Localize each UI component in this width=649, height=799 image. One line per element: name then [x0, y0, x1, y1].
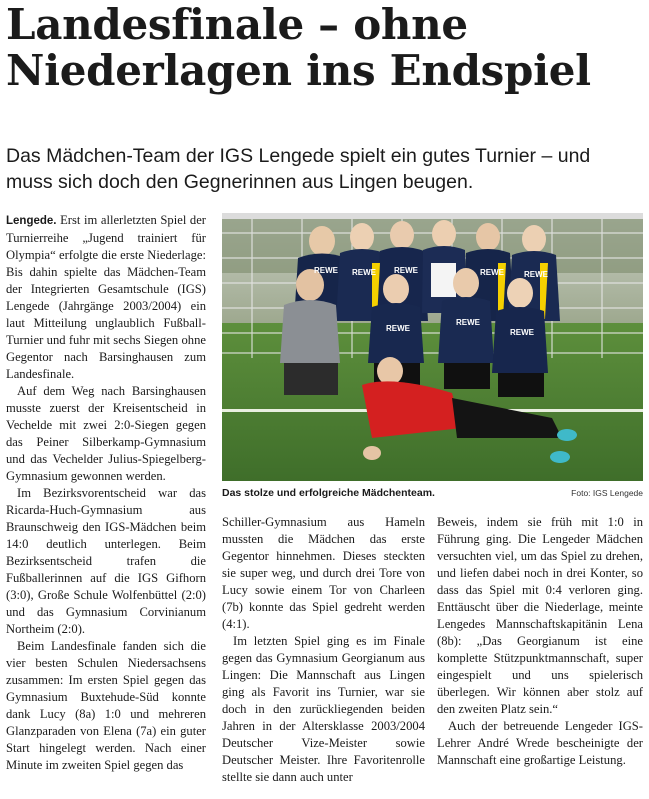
jersey-label: REWE [510, 328, 534, 337]
paragraph-text: Erst im allerletzten Spiel der Turnierreihe „Jugend trainiert für Olympia“ erfolgte die erste Niederlage: Bis dahin spielte das Mädchen-Team der Integrierten Gesamtschule (IGS) Lengede (Jahrgänge 2003/2004) ein laut Mitteilung unglaublich Fußball-Turnier und fuhr mit sechs Siegen ohne Gegentor nach Barsinghausen zum Landesfinale. [6, 213, 206, 381]
paragraph: Beweis, indem sie früh mit 1:0 in Führung ging. Die Lengeder Mädchen versuchten viel, um das Spiel zu drehen, und liefen dabei noch in drei Konter, so dass das Spiel mit 0:4 verloren ging. Enttäuscht über die Niederlage, meinte Lengedes Mannschaftskapitänin Lena (8b): „Das Georgianum ist eine komplette Stützpunktmannschaft, super eingespielt und uns spielerisch überlegen. Wir können aber stolz auf den zweiten Platz sein.“ [437, 515, 643, 716]
photo-caption: Das stolze und erfolgreiche Mädchenteam. [222, 487, 435, 499]
jersey-label: REWE [352, 268, 376, 277]
paragraph: Auch der betreuende Lengeder IGS-Lehrer André Wrede bescheinigte der Mannschaft eine großartige Leistung. [437, 719, 643, 767]
paragraph: Schiller-Gymnasium aus Hameln mussten die Mädchen das erste Gegentor hinnehmen. Dieses steckten sie super weg, und durch drei Tore von Lucy sowie einem Tor von Charleen (7b) konnte das Spiel gedreht werden (4:1). [222, 515, 425, 631]
jersey-label: REWE [480, 268, 504, 277]
text-column-1 [6, 212, 206, 774]
photo-credit: Foto: IGS Lengede [571, 488, 643, 498]
text-column-2 [222, 514, 425, 786]
team-photo-illustration [222, 213, 643, 481]
paragraph: Im letzten Spiel ging es im Finale gegen das Gymnasium Georgianum aus Lingen: Die Mannschaft aus Lingen ging als Favorit ins Turnier, war sie doch in den zurückliegenden beiden Jahren in der Altersklasse 2003/2004 Deutscher Vize-Meister sowie Deutscher Meister. Ihre Favoritenrolle stellte sie dann auch unter [222, 634, 425, 784]
text-column-3 [437, 514, 643, 769]
dateline: Lengede. [6, 215, 57, 227]
paragraph: Im Bezirksvorentscheid war das Ricarda-Huch-Gymnasium aus Braunschweig den IGS-Mädchen beim 14:0 deutlich unterlegen. Beim Bezirksentscheid trafen die Fußballerinnen auf die IGS Gifhorn (3:0), Große Schule Wolfenbüttel (2:0) und das Gymnasium Corvinianum Northeim (2:0). [6, 486, 206, 636]
jersey-label: REWE [394, 266, 418, 275]
headline: Landesfinale – ohne Niederlagen ins Endspiel [6, 0, 591, 95]
jersey-label: REWE [314, 266, 338, 275]
paragraph: Auf dem Weg nach Barsinghausen musste zuerst der Kreisentscheid in Vechelde mit zwei 2:0-Siegen gegen das Peiner Silberkamp-Gymnasium und das Vechelder Julius-Spiegelberg-Gymnasium gewonnen werden. [6, 384, 206, 483]
jersey-label: REWE [524, 270, 548, 279]
paragraph: Beim Landesfinale fanden sich die vier besten Schulen Niedersachsens zusammen: Im ersten Spiel gegen das Gymnasium Buxtehude-Süd konnte dank Lucy (8a) 1:0 und mehreren Glanzparaden von Elena (7a) ein guter Start hingelegt werden. Nach einer Minute im zweiten Spiel gegen das [6, 639, 206, 772]
paragraph [6, 212, 206, 383]
subheadline: Das Mädchen-Team der IGS Lengede spielt ein gutes Turnier – und muss sich doch den Gegnerinnen aus Lingen beugen. [6, 145, 591, 193]
photo-caption-row [222, 487, 643, 501]
team-photo [222, 213, 643, 481]
jersey-label: REWE [456, 318, 480, 327]
jersey-label: REWE [386, 324, 410, 333]
